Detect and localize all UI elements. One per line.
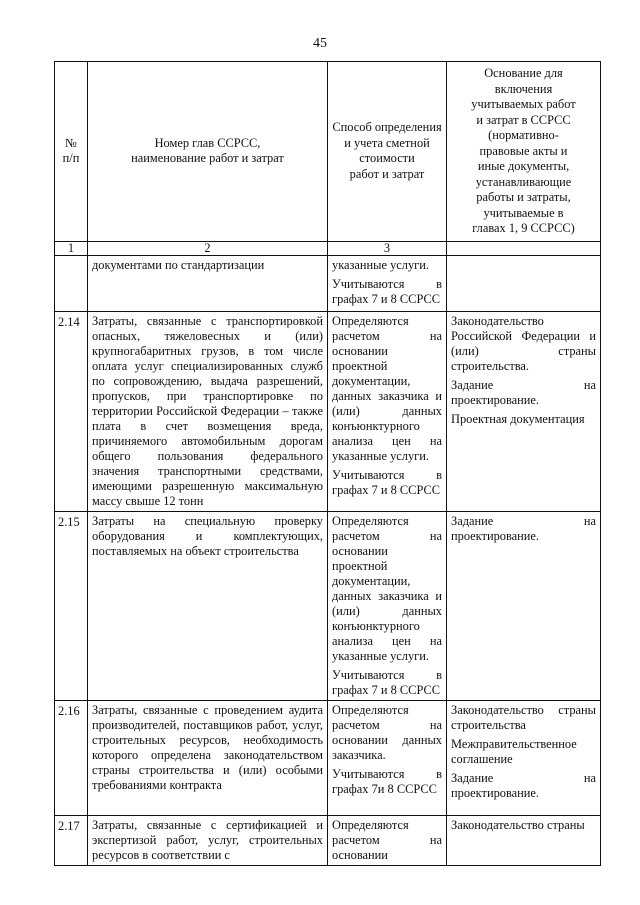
header-basis: Основание для включения учитываемых работ и затрат в ССРСС (нормативно- правовые акты и иные документы, устанавливающие работы и затраты, учитываемые в главах 1, 9 ССРСС)	[447, 62, 601, 242]
basis-paragraph: Законодательство страны	[451, 817, 585, 832]
row-basis	[447, 255, 601, 311]
header-number: № п/п	[55, 62, 88, 242]
column-number: 2	[88, 241, 328, 255]
basis-paragraph: Законодательство страны строительства	[451, 702, 596, 732]
table-row	[55, 311, 601, 511]
basis-paragraph: Задание на проектирование.	[451, 377, 596, 407]
column-number	[447, 241, 601, 255]
row-name	[88, 255, 328, 311]
basis-paragraph: Задание на проектирование.	[451, 770, 596, 800]
row-method	[328, 700, 447, 815]
cost-table	[54, 61, 601, 866]
row-method	[328, 311, 447, 511]
row-number: 2.17	[55, 815, 88, 865]
method-paragraph: Определяются расчетом на основании проектной документации, данных заказчика и (или) данных конъюнктурного анализа цен на указанные услуги.	[332, 513, 442, 663]
header-name: Номер глав ССРСС, наименование работ и затрат	[88, 62, 328, 242]
table-row	[55, 511, 601, 700]
row-name	[88, 815, 328, 865]
row-method	[328, 815, 447, 865]
row-number: 2.16	[55, 700, 88, 815]
row-method	[328, 255, 447, 311]
row-basis	[447, 511, 601, 700]
basis-paragraph: Законодательство Российской Федерации и (или) страны строительства.	[451, 313, 596, 373]
header-method: Способ определения и учета сметной стоимости работ и затрат	[328, 62, 447, 242]
table-row	[55, 255, 601, 311]
row-name	[88, 700, 328, 815]
method-paragraph: Определяются расчетом на основании данных заказчика.	[332, 702, 442, 762]
method-paragraph: Учитываются в графах 7 и 8 ССРСС	[332, 276, 442, 306]
page-number: 45	[313, 36, 327, 51]
row-name-text: Затраты, связанные с сертификацией и экспертизой работ, услуг, строительных ресурсов в соответствии с	[92, 817, 323, 862]
row-number: 2.14	[55, 311, 88, 511]
method-paragraph: Определяются расчетом на основании проектной документации, данных заказчика и (или) данных конъюнктурного анализа цен на указанные услуги.	[332, 313, 442, 463]
row-method	[328, 511, 447, 700]
column-number: 1	[55, 241, 88, 255]
method-paragraph: указанные услуги.	[332, 257, 429, 272]
row-name-text: Затраты на специальную проверку оборудования и комплектующих, поставляемых на объект строительства	[92, 513, 323, 558]
column-numbers-row	[55, 241, 601, 255]
row-name	[88, 311, 328, 511]
table-row	[55, 815, 601, 865]
row-name-text: Затраты, связанные с проведением аудита производителей, поставщиков работ, услуг, строительных ресурсов, необходимость которого определена законодательством страны строительства и (или) особыми требованиями контракта	[92, 702, 323, 792]
row-name-text: документами по стандартизации	[92, 257, 265, 272]
column-number: 3	[328, 241, 447, 255]
row-basis	[447, 700, 601, 815]
row-basis	[447, 311, 601, 511]
table-row	[55, 700, 601, 815]
method-paragraph: Определяются расчетом на основании	[332, 817, 442, 862]
basis-paragraph: Проектная документация	[451, 411, 585, 426]
row-name	[88, 511, 328, 700]
basis-paragraph: Задание на проектирование.	[451, 513, 596, 543]
method-paragraph: Учитываются в графах 7и 8 ССРСС	[332, 766, 442, 796]
row-basis	[447, 815, 601, 865]
header-row	[55, 62, 601, 242]
method-paragraph: Учитываются в графах 7 и 8 ССРСС	[332, 467, 442, 497]
method-paragraph: Учитываются в графах 7 и 8 ССРСС	[332, 667, 442, 697]
basis-paragraph: Межправительственное соглашение	[451, 736, 577, 766]
row-number: 2.15	[55, 511, 88, 700]
row-name-text: Затраты, связанные с транспортировкой опасных, тяжеловесных и (или) крупногабаритных грузов, в том числе оплата услуг специализированных служб по сопровождению, выдача разрешений, пропусков, при транспортировке по территории Российской Федерации – также плата в счет возмещения вреда, причиняемого автомобильным дорогам общего пользования федерального значения транспортными средствами, имеющими разрешенную максимальную массу свыше 12 тонн	[92, 313, 323, 508]
row-number	[55, 255, 88, 311]
